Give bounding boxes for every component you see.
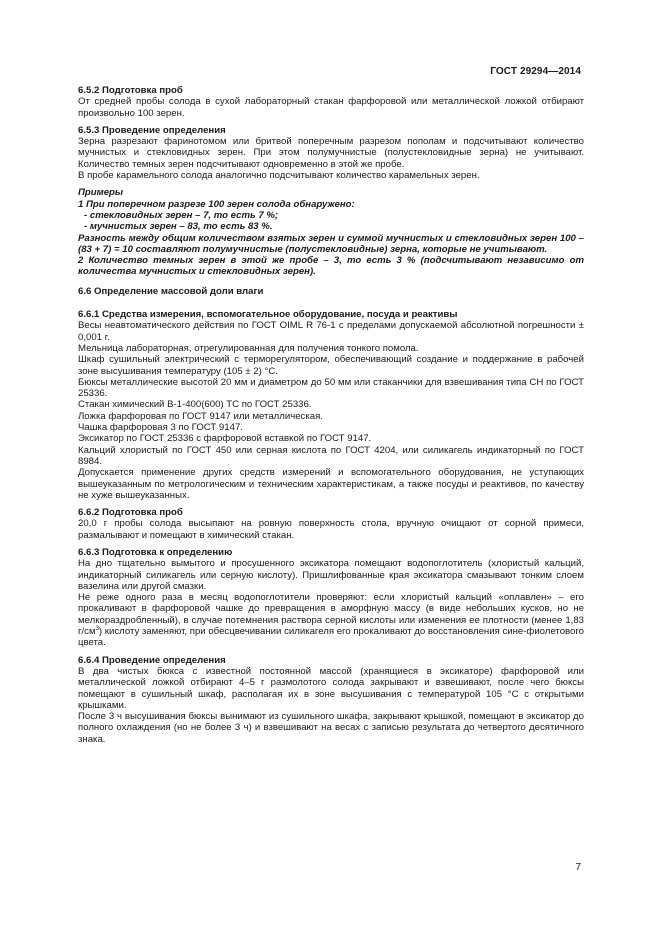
- example-1: 1 При поперечном разрезе 100 зерен солода обнаружено:: [78, 198, 355, 210]
- paragraph: [78, 592, 584, 648]
- example-2: 2 Количество темных зерен в этой же пробе – 3, то есть 3 % (подсчитывают независимо от количества мучнистых и стекловидных зерен).: [78, 255, 584, 278]
- paragraph: 20,0 г пробы солода высыпают на ровную поверхность стола, вручную очищают от сорной примеси, размалывают и помещают в химический стакан.: [78, 518, 584, 541]
- equipment-item: Ложка фарфоровая по ГОСТ 9147 или металлическая.: [78, 410, 323, 422]
- equipment-item: Весы неавтоматического действия по ГОСТ OIML R 76-1 с пределами допускаемой абсолютной погрешности ± 0,001 г.: [78, 320, 584, 343]
- example-1-item: - стекловидных зерен – 7, то есть 7 %;: [84, 209, 279, 221]
- equipment-item: Чашка фарфоровая 3 по ГОСТ 9147.: [78, 422, 243, 434]
- equipment-item: Шкаф сушильный электрический с терморегулятором, обеспечивающий создание и поддержание в рабочей зоне высушивания температуру (105 ± 2) °С.: [78, 354, 584, 377]
- example-1-item: - мучнистых зерен – 83, то есть 83 %.: [84, 221, 273, 233]
- example-1-conclusion: Разность между общим количеством взятых зерен и суммой мучнистых и стекловидных зерен 100 – (83 + 7) = 10 составляют полумучнистые (полустекловидные) зерна, которые не учитывают.: [78, 232, 584, 255]
- paragraph-text: Не реже одного раза в месяц водопоглотители проверяют: если хлористый кальций «оплавлен» – его прокаливают в фарфоровой чашке до превращения в аморфную массу (в виде небольших кусков, но не мелкораздробленный), в случае потемнения раствора серной кислоты или изменения ее плотности (менее 1,83 г/см: [78, 592, 584, 638]
- paragraph: В два чистых бюкса с известной постоянной массой (хранящиеся в эксикаторе) фарфоровой или металлической ложкой отбирают 4–5 г размолотого солода закрывают и взвешивают, после чего бюксы помещают в сушильный шкаф, располагая их в зоне высушивания с температурой 105 °С с открытыми крышками.: [78, 665, 584, 711]
- equipment-item: Мельница лабораторная, отрегулированная для получения тонкого помола.: [78, 342, 419, 354]
- paragraph-text: ) кислоту заменяют, при обесцвечивании силикагеля его прокаливают до восстановления сине-фиолетового цвета.: [78, 626, 584, 649]
- equipment-item: Стакан химический В-1-400(600) ТС по ГОСТ 25336.: [78, 399, 312, 411]
- superscript: 3: [95, 625, 99, 632]
- section-6-6-2-title: 6.6.2 Подготовка проб: [78, 507, 183, 519]
- page-number: 7: [575, 862, 581, 873]
- paragraph: Зерна разрезают фаринотомом или бритвой поперечным разрезом пополам и подсчитывают количество мучнистых и стекловидных зерен. При этом полумучнистые (полустекловидные зерна) не учитывают. Количество темных зерен подсчитывают одновременно в этой же пробе.: [78, 136, 584, 170]
- document-body: [78, 85, 584, 745]
- examples-label: Примеры: [78, 187, 124, 199]
- paragraph: От средней пробы солода в сухой лабораторный стакан фарфоровой или металлической ложкой отбирают произвольно 100 зерен.: [78, 96, 584, 119]
- section-6-5-3-title: 6.5.3 Проведение определения: [78, 124, 226, 136]
- equipment-item: Бюксы металлические высотой 20 мм и диаметром до 50 мм или стаканчики для взвешивания типа СН по ГОСТ 25336.: [78, 376, 584, 400]
- paragraph: На дно тщательно вымытого и просушенного эксикатора помещают водопоглотитель (хлористый кальций, индикаторный силикагель или серную кислоту). Пришлифованные края эксикатора смазывают тонким слоем вазелина или другой смазки.: [78, 558, 584, 592]
- section-6-6-title: 6.6 Определение массовой доли влаги: [78, 285, 264, 297]
- paragraph: В пробе карамельного солода аналогично подсчитывают количество карамельных зерен.: [78, 170, 480, 182]
- equipment-item: Кальций хлористый по ГОСТ 450 или серная кислота по ГОСТ 4204, или силикагель индикаторный по ГОСТ 8984.: [78, 444, 584, 467]
- equipment-item: Эксикатор по ГОСТ 25336 с фарфоровой вставкой по ГОСТ 9147.: [78, 433, 372, 445]
- paragraph: После 3 ч высушивания бюксы вынимают из сушильного шкафа, закрывают крышкой, помещают в эксикатор до полного охлаждения (но не более 3 ч) и взвешивают на весах с записью результата до четвертого десятичного знака.: [78, 711, 584, 745]
- document-code: ГОСТ 29294—2014: [490, 66, 581, 77]
- equipment-note: Допускается применение других средств измерений и вспомогательного оборудования, не уступающих вышеуказанным по метрологическим и техническим характеристикам, а также посуды и реактивов, по качеству не хуже вышеуказанных.: [78, 467, 584, 501]
- section-6-6-3-title: 6.6.3 Подготовка к определению: [78, 546, 233, 558]
- section-6-6-4-title: 6.6.4 Проведение определения: [78, 654, 226, 666]
- section-6-6-1-title: 6.6.1 Средства измерения, вспомогательное оборудование, посуда и реактивы: [78, 309, 458, 321]
- section-6-5-2-title: 6.5.2 Подготовка проб: [78, 85, 183, 96]
